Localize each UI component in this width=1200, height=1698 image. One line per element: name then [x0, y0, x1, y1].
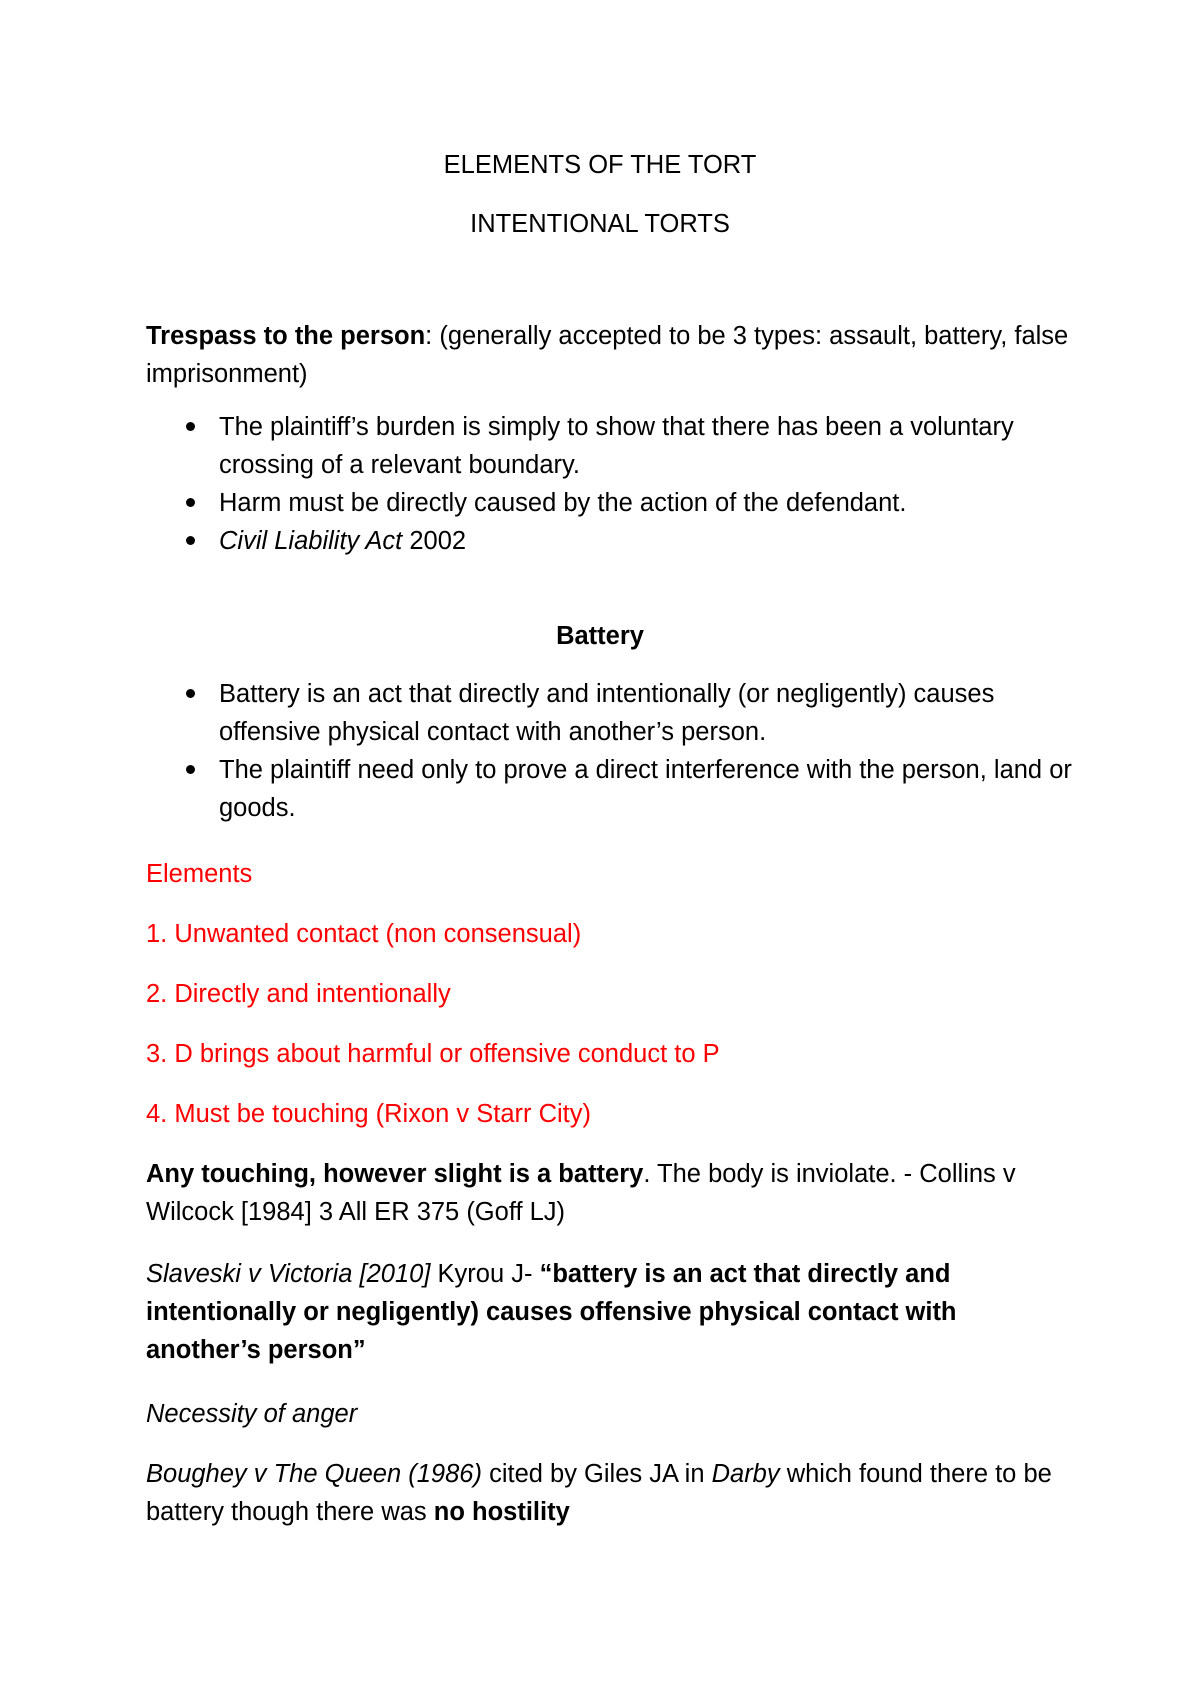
- elements-heading: Elements: [146, 860, 253, 888]
- bullet-icon: [186, 536, 195, 545]
- boughey-paragraph: [146, 1455, 1076, 1531]
- bullet-icon: [186, 765, 195, 774]
- collins-paragraph: [146, 1155, 1076, 1231]
- anger-heading: Necessity of anger: [146, 1400, 358, 1428]
- trespass-bullet-list: [146, 408, 1076, 560]
- boughey-darby: Darby: [711, 1460, 780, 1488]
- slaveski-case: Slaveski v Victoria [2010]: [146, 1260, 431, 1288]
- boughey-rest: which found there to be battery though there was: [146, 1460, 1052, 1526]
- element-item-1: 1. Unwanted contact (non consensual): [146, 920, 582, 948]
- document-title: ELEMENTS OF THE TORT: [443, 151, 757, 179]
- element-item-4: 4. Must be touching (Rixon v Starr City): [146, 1100, 591, 1128]
- bullet-icon: [186, 498, 195, 507]
- cla-year: 2002: [402, 527, 467, 555]
- element-item-3: 3. D brings about harmful or offensive conduct to P: [146, 1040, 720, 1068]
- battery-bullet-list: [146, 675, 1076, 827]
- collins-bold: Any touching, however slight is a battery: [146, 1160, 644, 1188]
- list-item: The plaintiff need only to prove a direct interference with the person, land or goods.: [146, 751, 1076, 827]
- list-item: [146, 522, 1076, 560]
- element-item-2: 2. Directly and intentionally: [146, 980, 451, 1008]
- trespass-label: Trespass to the person: [146, 322, 426, 350]
- battery-heading: Battery: [556, 622, 644, 650]
- boughey-mid: cited by Giles JA in: [481, 1460, 712, 1488]
- list-item: Battery is an act that directly and intentionally (or negligently) causes offensive physical contact with another’s person.: [146, 675, 1076, 751]
- slaveski-paragraph: [146, 1255, 1076, 1369]
- list-item: The plaintiff’s burden is simply to show that there has been a voluntary crossing of a relevant boundary.: [146, 408, 1076, 484]
- trespass-text: : (generally accepted to be 3 types: assault, battery, false imprisonment): [146, 322, 1069, 388]
- slaveski-quote: “battery is an act that directly and intentionally or negligently) causes offensive physical contact with another’s person”: [146, 1260, 957, 1364]
- boughey-case: Boughey v The Queen (1986): [146, 1460, 482, 1488]
- collins-rest: . The body is inviolate. - Collins v Wilcock [1984] 3 All ER 375 (Goff LJ): [146, 1160, 1016, 1226]
- document-subtitle: INTENTIONAL TORTS: [470, 210, 730, 238]
- bullet-icon: [186, 422, 195, 431]
- slaveski-judge: Kyrou J-: [430, 1260, 540, 1288]
- boughey-bold-end: no hostility: [433, 1498, 570, 1526]
- trespass-paragraph: [146, 317, 1076, 393]
- cla-title: Civil Liability Act: [219, 527, 403, 555]
- list-item: Harm must be directly caused by the action of the defendant.: [146, 484, 1076, 522]
- bullet-icon: [186, 689, 195, 698]
